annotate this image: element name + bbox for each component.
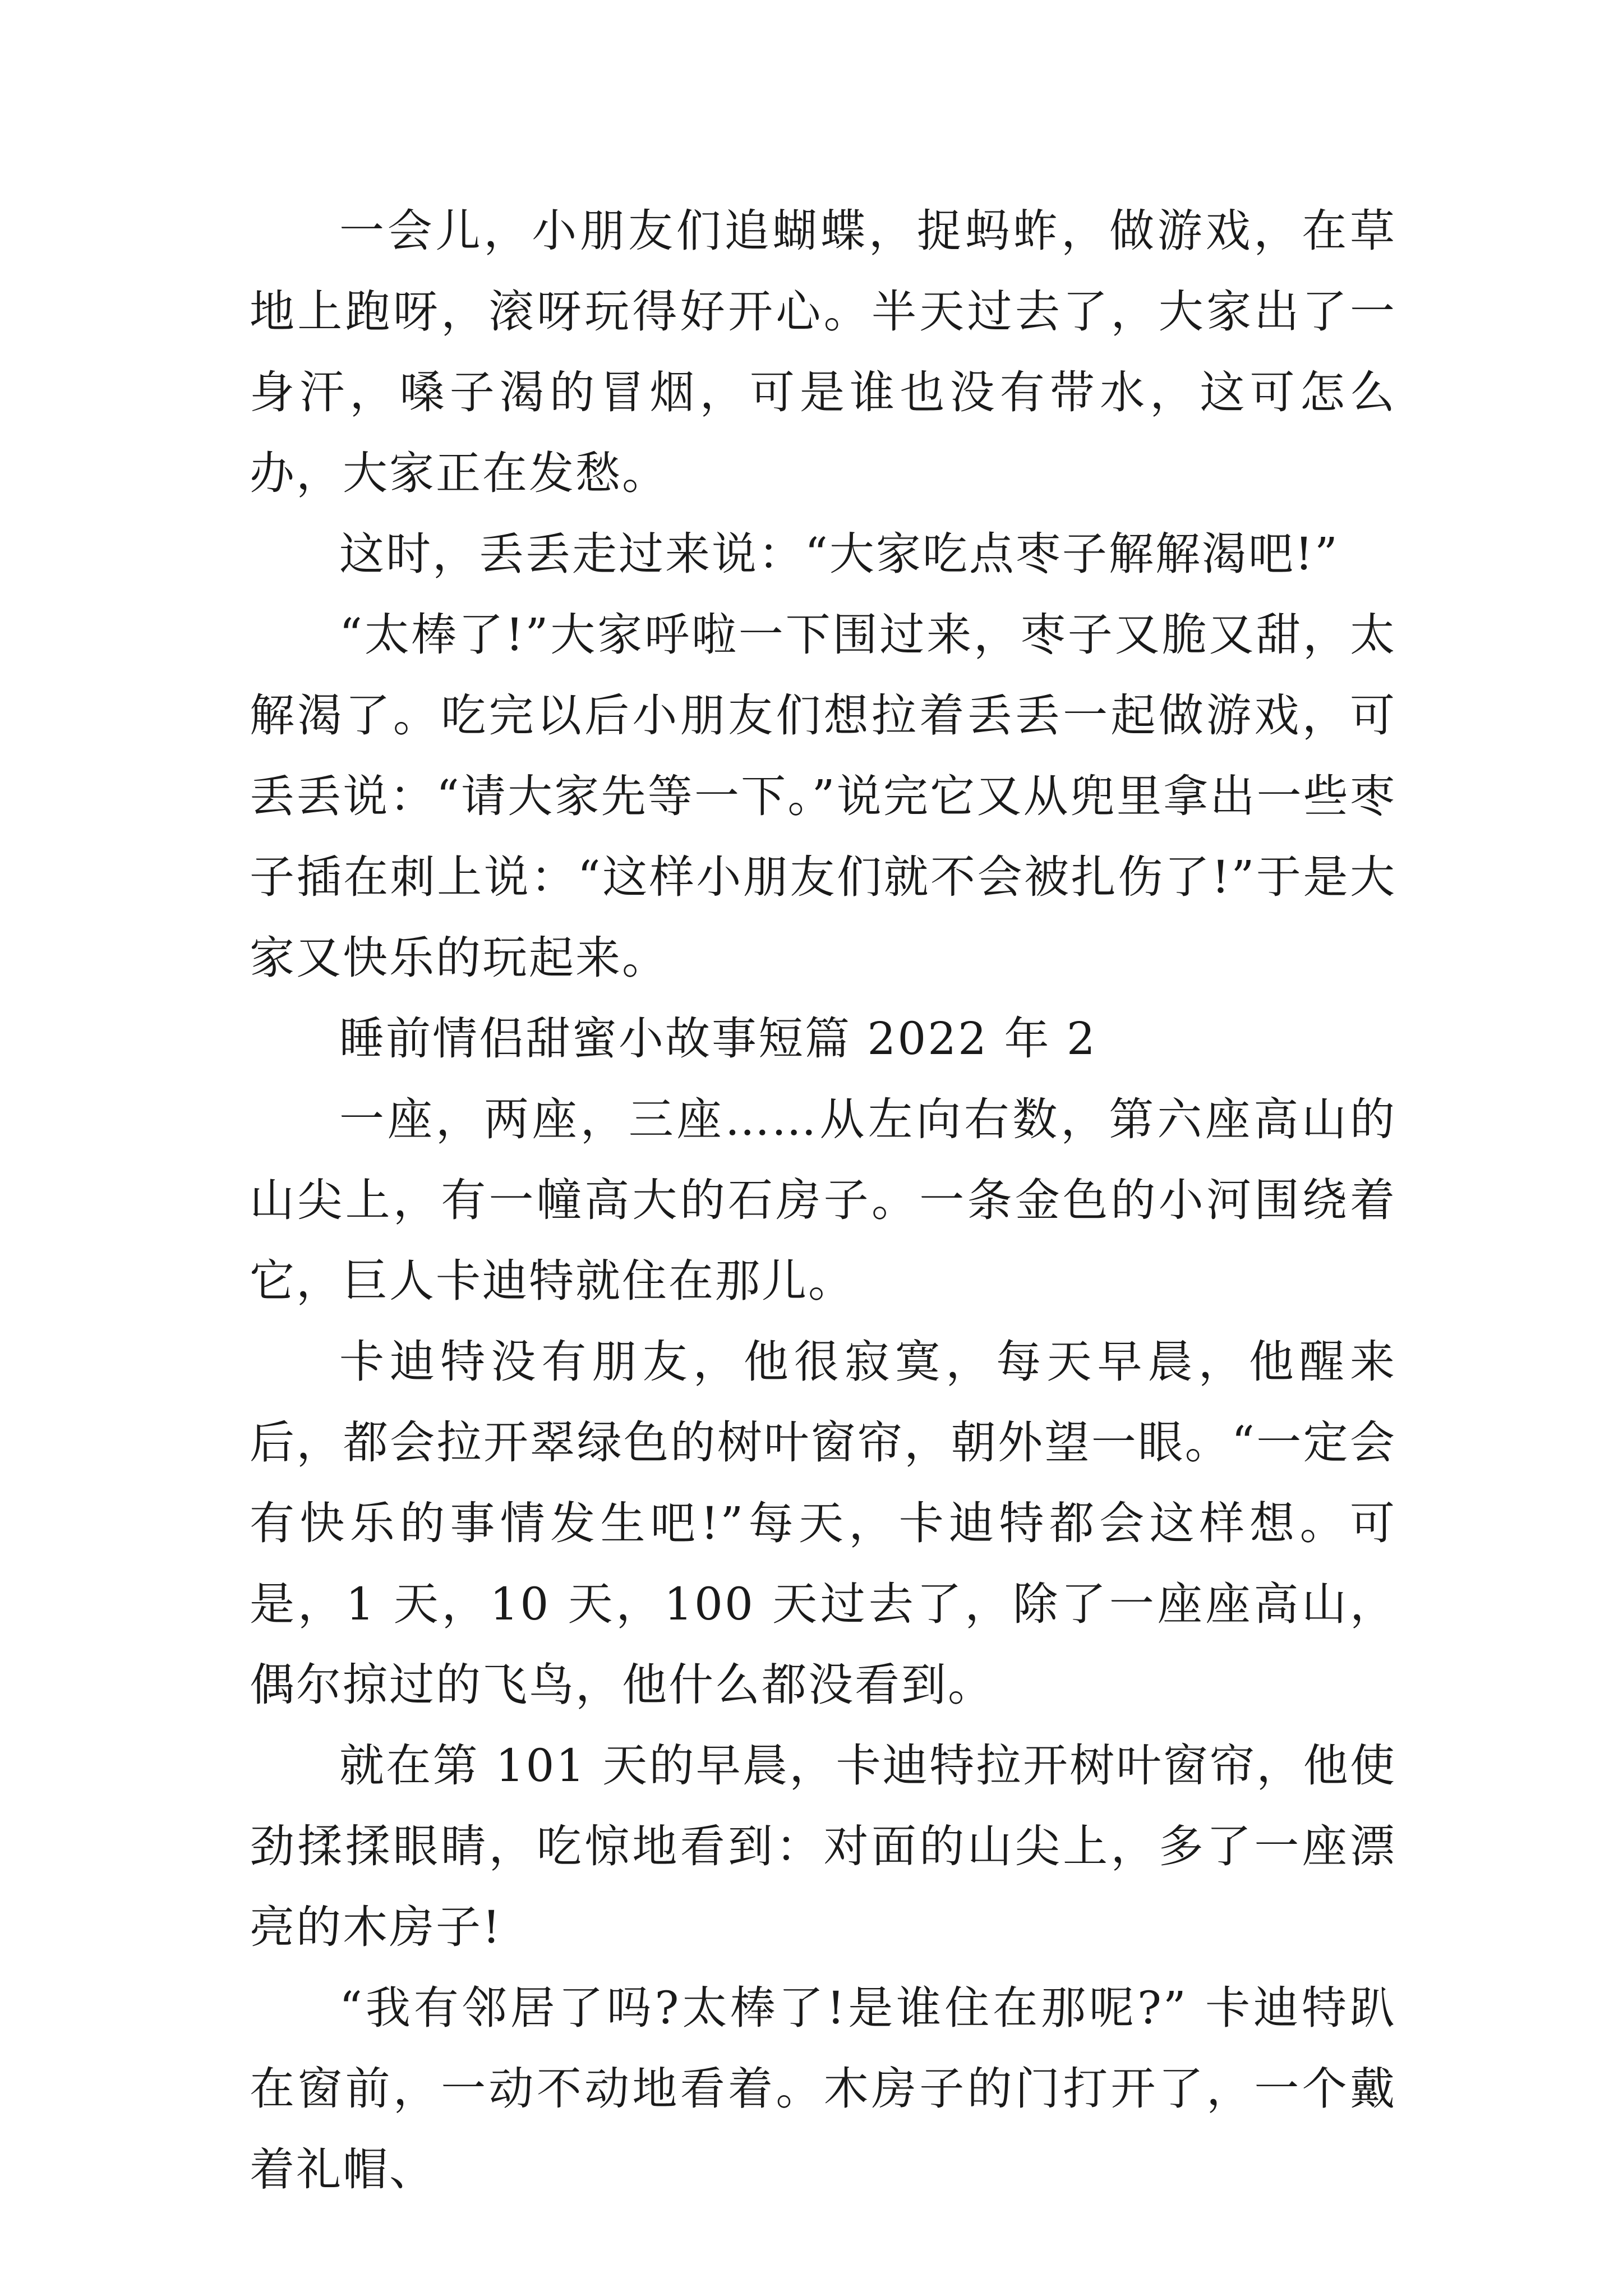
document-body [250, 191, 1396, 2210]
paragraph: “我有邻居了吗?太棒了!是谁住在那呢?” 卡迪特趴在窗前，一动不动地看着。木房子的门打开了，一个戴着礼帽、 [250, 1982, 1396, 2196]
paragraph: 一会儿，小朋友们追蝴蝶，捉蚂蚱，做游戏，在草地上跑呀，滚呀玩得好开心。半天过去了，大家出了一身汗，嗓子渴的冒烟，可是谁也没有带水，这可怎么办，大家正在发愁。 [250, 205, 1396, 499]
paragraph: 卡迪特没有朋友，他很寂寞，每天早晨，他醒来后，都会拉开翠绿色的树叶窗帘，朝外望一眼。“一定会有快乐的事情发生吧!”每天，卡迪特都会这样想。可是，1 天，10 天，100 天过去了，除了一座座高山，偶尔掠过的飞鸟，他什么都没看到。 [250, 1336, 1396, 1711]
paragraph: 就在第 101 天的早晨，卡迪特拉开树叶窗帘，他使劲揉揉眼睛，吃惊地看到：对面的山尖上，多了一座漂亮的木房子! [250, 1740, 1396, 1953]
paragraph: “太棒了!”大家呼啦一下围过来，枣子又脆又甜，太解渴了。吃完以后小朋友们想拉着丢丢一起做游戏，可丢丢说：“请大家先等一下。”说完它又从兜里拿出一些枣子插在刺上说：“这样小朋友们就不会被扎伤了!”于是大家又快乐的玩起来。 [250, 609, 1396, 984]
section-heading: 睡前情侣甜蜜小故事短篇 2022 年 2 [339, 1013, 1097, 1065]
paragraph: 这时，丢丢走过来说：“大家吃点枣子解解渴吧!” [339, 528, 1339, 580]
paragraph: 一座，两座，三座……从左向右数，第六座高山的山尖上，有一幢高大的石房子。一条金色的小河围绕着它，巨人卡迪特就住在那儿。 [250, 1093, 1396, 1307]
